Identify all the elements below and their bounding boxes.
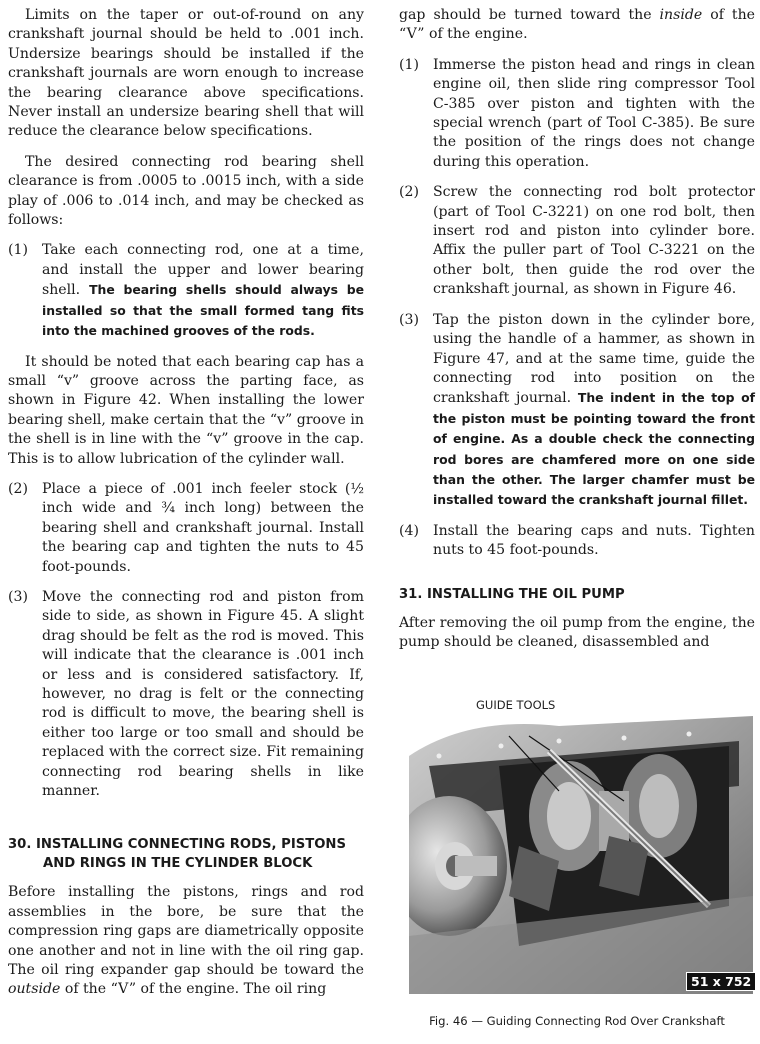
left-column — [8, 6, 364, 1000]
right-step-2 — [399, 183, 755, 299]
step-text: Tap the piston down in the cylinder bore, using the handle of a hammer, as shown in Figure 47, and at the same time, guide the connecting rod into position on the crankshaft journal. The indent in the top of the piston must be pointing toward the front of engine. As a double check the connecting rod bores are chamfered more on one side than the other. The larger chamfer must be installed toward the crankshaft journal fillet. — [433, 311, 756, 508]
step-number: (3) — [399, 311, 419, 328]
engine-photo — [409, 696, 753, 994]
step-text: Install the bearing caps and nuts. Tighten nuts to 45 foot-pounds. — [433, 522, 755, 559]
step-number: (3) — [8, 588, 28, 605]
paragraph-taper-limits: Limits on the taper or out-of-round on any crankshaft journal should be held to .001 inch. Undersize bearings should be installed if the crankshaft journals are worn enough to increase the bearing clearance above specifications. Never install an undersize bearing shell that will reduce the clearance below specifications. — [8, 7, 364, 140]
left-step-3 — [8, 588, 364, 801]
step-number: (2) — [8, 480, 28, 497]
right-step-1 — [399, 56, 755, 172]
step-number: (1) — [8, 242, 28, 259]
paragraph-oil-pump: After removing the oil pump from the engine, the pump should be cleaned, disassembled and — [399, 614, 755, 650]
figure-caption: Fig. 46 — Guiding Connecting Rod Over Crankshaft — [429, 1014, 725, 1028]
step-text: Take each connecting rod, one at a time, and install the upper and lower bearing shell. The bearing shells should always be installed so that the small formed tang fits into the machined grooves of the rods. — [42, 242, 364, 339]
left-step-2 — [8, 480, 364, 577]
right-column — [399, 6, 755, 652]
step-number: (2) — [399, 184, 419, 201]
paragraph-v-groove: It should be noted that each bearing cap has a small “v” groove across the parting face, as shown in Figure 42. When installing the lower bearing shell, make certain that the “v” groove in the shell is in line with the “v” groove in the cap. This is to allow lubrication of the cylinder wall. — [8, 353, 364, 467]
step-warning-bold: The bearing shells should always be installed so that the small formed tang fits into the machined grooves of the rods. — [42, 282, 364, 339]
right-step-3 — [399, 311, 755, 511]
step-text: Screw the connecting rod bolt protector (part of Tool C-3221) on one rod bolt, then insert rod and piston into cylinder bore. Affix the puller part of Tool C-3221 on the other bolt, then guide the rod over the crankshaft journal, as shown in Figure 46. — [433, 184, 755, 298]
step-number: (4) — [399, 522, 419, 539]
paragraph-oil-ring-gap: gap should be turned toward the inside of the “V” of the engine. — [399, 7, 756, 43]
paragraph-bearing-clearance: The desired connecting rod bearing shell clearance is from .0005 to .0015 inch, with a side play of .006 to .014 inch, and may be checked as follows: — [8, 153, 364, 229]
figure-callout-label: GUIDE TOOLS — [476, 698, 556, 712]
step-number: (1) — [399, 56, 419, 73]
step-text: Place a piece of .001 inch feeler stock (½ inch wide and ¾ inch long) between the bearing shell and crankshaft journal. Install the bearing cap and tighten the nuts to 45 foot-pounds. — [42, 480, 364, 575]
step-text: Immerse the piston head and rings in clean engine oil, then slide ring compressor Tool C-385 over piston and tighten with the special wrench (part of Tool C-385). Be sure the position of the rings does not change during this operation. — [433, 56, 755, 170]
step-text: Move the connecting rod and piston from side to side, as shown in Figure 45. A slight drag should be felt as the rod is moved. This will indicate that the clearance is .001 inch or less and is considered satisfactory. If, however, no drag is felt or the connecting rod is difficult to move, the bearing shell is either too large or too small and should be replaced with the correct size. Fit remaining connecting rod bearing shells in like manner. — [42, 588, 364, 800]
section-heading-31: 31. INSTALLING THE OIL PUMP — [399, 586, 625, 602]
left-step-1 — [8, 241, 364, 341]
paragraph-ring-gaps: Before installing the pistons, rings and rod assemblies in the bore, be sure that the compression ring gaps are diametrically opposite one another and not in line with the oil ring gap. The oil ring expander gap should be toward the outside of the “V” of the engine. The oil ring — [8, 884, 364, 998]
step-warning-bold: The indent in the top of the piston must be pointing toward the front of engine. As a double check the connecting rod bores are chamfered more on one side than the other. The larger chamfer must be installed toward the crankshaft journal fillet. — [433, 390, 756, 508]
figure-number-badge: 51 x 752 — [686, 972, 756, 991]
right-step-4 — [399, 522, 755, 561]
section-heading-30: 30. INSTALLING CONNECTING RODS, PISTONS AND RINGS IN THE CYLINDER BLOCK — [8, 837, 346, 872]
